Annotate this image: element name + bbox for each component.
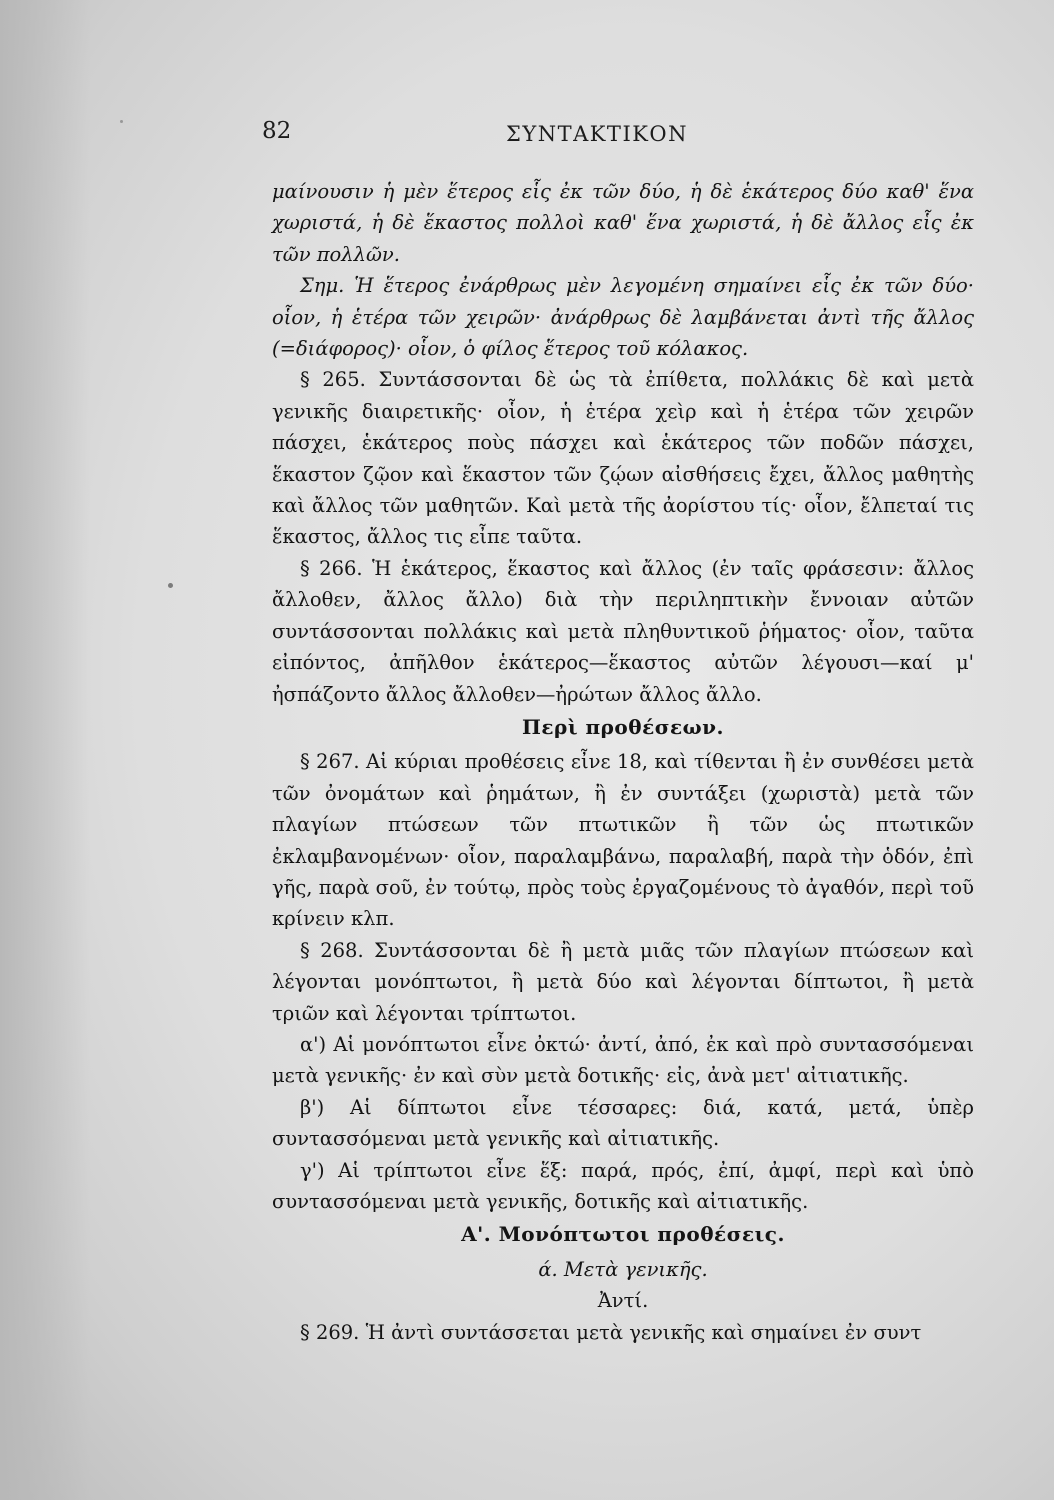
list-item-b: β') Αἱ δίπτωτοι εἶνε τέσσαρες: διά, κατά, μετά, ὑπὲρ συντασσόμεναι μετὰ γενικῆς καὶ αἰτιατικῆς. <box>272 1095 974 1151</box>
paragraph-265: § 265. Συντάσσονται δὲ ὡς τὰ ἐπίθετα, πολλάκις δὲ καὶ μετὰ γενικῆς διαιρετικῆς· οἷον, ἡ ἑτέρα χεὶρ καὶ ἡ ἑτέρα τῶν χειρῶν πάσχει, ἑκάτερος ποὺς πάσχει καὶ ἑκάτερος τῶν ποδῶν πάσχει, ἕκαστον ζῷον καὶ ἕκαστον τῶν ζῴων αἰσθήσεις ἔχει, ἄλλος μαθητὴς καὶ ἄλλος τῶν μαθητῶν. Καὶ μετὰ τῆς ἀορίστου τίς· οἷον, ἔλπεταί τις ἕκαστος, ἄλλος τις εἶπε ταῦτα. <box>272 368 974 549</box>
running-title: ΣΥΝΤΑΚΤΙΚΟΝ <box>505 122 689 146</box>
paragraph-intro: μαίνουσιν ἡ μὲν ἕτερος εἷς ἐκ τῶν δύο, ἡ δὲ ἑκάτερος δύο καθ' ἕνα χωριστά, ἡ δὲ ἕκαστος πολλοὶ καθ' ἕνα χωριστά, ἡ δὲ ἄλλος εἷς ἐκ τῶν πολλῶν. <box>272 180 974 266</box>
heading-monoptotes: Α'. Μονόπτωτοι προθέσεις. <box>461 1222 785 1247</box>
ink-speck <box>120 120 123 123</box>
heading-prepositions: Περὶ προθέσεων. <box>521 714 725 739</box>
page-number: 82 <box>262 118 292 144</box>
paragraph-note: Σημ. Ἡ ἕτερος ἐνάρθρως μὲν λεγομένη σημαίνει εἷς ἐκ τῶν δύο· οἷον, ἡ ἑτέρα τῶν χειρῶν· ἀνάρθρως δὲ λαμβάνεται ἀντὶ τῆς ἄλλος (=διάφορος)· οἷον, ὁ φίλος ἕτερος τοῦ κόλακος. <box>272 274 974 361</box>
subheading-genitive: ά. Μετὰ γενικῆς. <box>538 1257 708 1281</box>
list-item-a: α') Αἱ μονόπτωτοι εἶνε ὀκτώ· ἀντί, ἀπό, ἐκ καὶ πρὸ συντασσόμεναι μετὰ γενικῆς· ἐν καὶ σὺν μετὰ δοτικῆς· εἰς, ἀνὰ μετ' αἰτιατικῆς. <box>272 1032 974 1088</box>
paragraph-266: § 266. Ἡ ἑκάτερος, ἕκαστος καὶ ἄλλος (ἐν ταῖς φράσεσιν: ἄλλος ἄλλοθεν, ἄλλος ἄλλο) διὰ τὴν περιληπτικὴν ἔννοιαν αὐτῶν συντάσσονται πολλάκις καὶ μετὰ πληθυντικοῦ ῥήματος· οἷον, ταῦτα εἰπόντος, ἀπῆλθον ἑκάτερος—ἕκαστος αὐτῶν λέγουσι—καί μ' ἠσπάζοντο ἄλλος ἄλλοθεν—ἠρώτων ἄλλος ἄλλο. <box>272 556 974 706</box>
page-header <box>0 118 1054 154</box>
body-text <box>272 176 974 1348</box>
paragraph-267: § 267. Αἱ κύριαι προθέσεις εἶνε 18, καὶ τίθενται ἢ ἐν συνθέσει μετὰ τῶν ὀνομάτων καὶ ῥημάτων, ἢ ἐν συντάξει (χωριστὰ) μετὰ τῶν πλαγίων πτώσεων τῶν πτωτικῶν ἢ τῶν ὡς πτωτικῶν ἐκλαμβανομένων· οἷον, παραλαμβάνω, παραλαβή, παρὰ τὴν ὁδόν, ἐπὶ γῆς, παρὰ σοῦ, ἐν τούτῳ, πρὸς τοὺς ἐργαζομένους τὸ ἀγαθόν, περὶ τοῦ κρίνειν κλπ. <box>272 750 974 931</box>
list-item-c: γ') Αἱ τρίπτωτοι εἶνε ἕξ: παρά, πρός, ἐπί, ἀμφί, περὶ καὶ ὑπὸ συντασσόμεναι μετὰ γενικῆς, δοτικῆς καὶ αἰτιατικῆς. <box>272 1158 974 1213</box>
subheading-anti: Ἀντί. <box>597 1289 649 1313</box>
paragraph-269: § 269. Ἡ ἀντὶ συντάσσεται μετὰ γενικῆς καὶ σημαίνει ἐν συντ <box>300 1320 922 1344</box>
paragraph-268: § 268. Συντάσσονται δὲ ἢ μετὰ μιᾶς τῶν πλαγίων πτώσεων καὶ λέγονται μονόπτωτοι, ἢ μετὰ δύο καὶ λέγονται δίπτωτοι, ἢ μετὰ τριῶν καὶ λέγονται τρίπτωτοι. <box>272 938 974 1025</box>
ink-speck <box>168 583 173 588</box>
page-edge-shadow <box>0 0 90 1500</box>
